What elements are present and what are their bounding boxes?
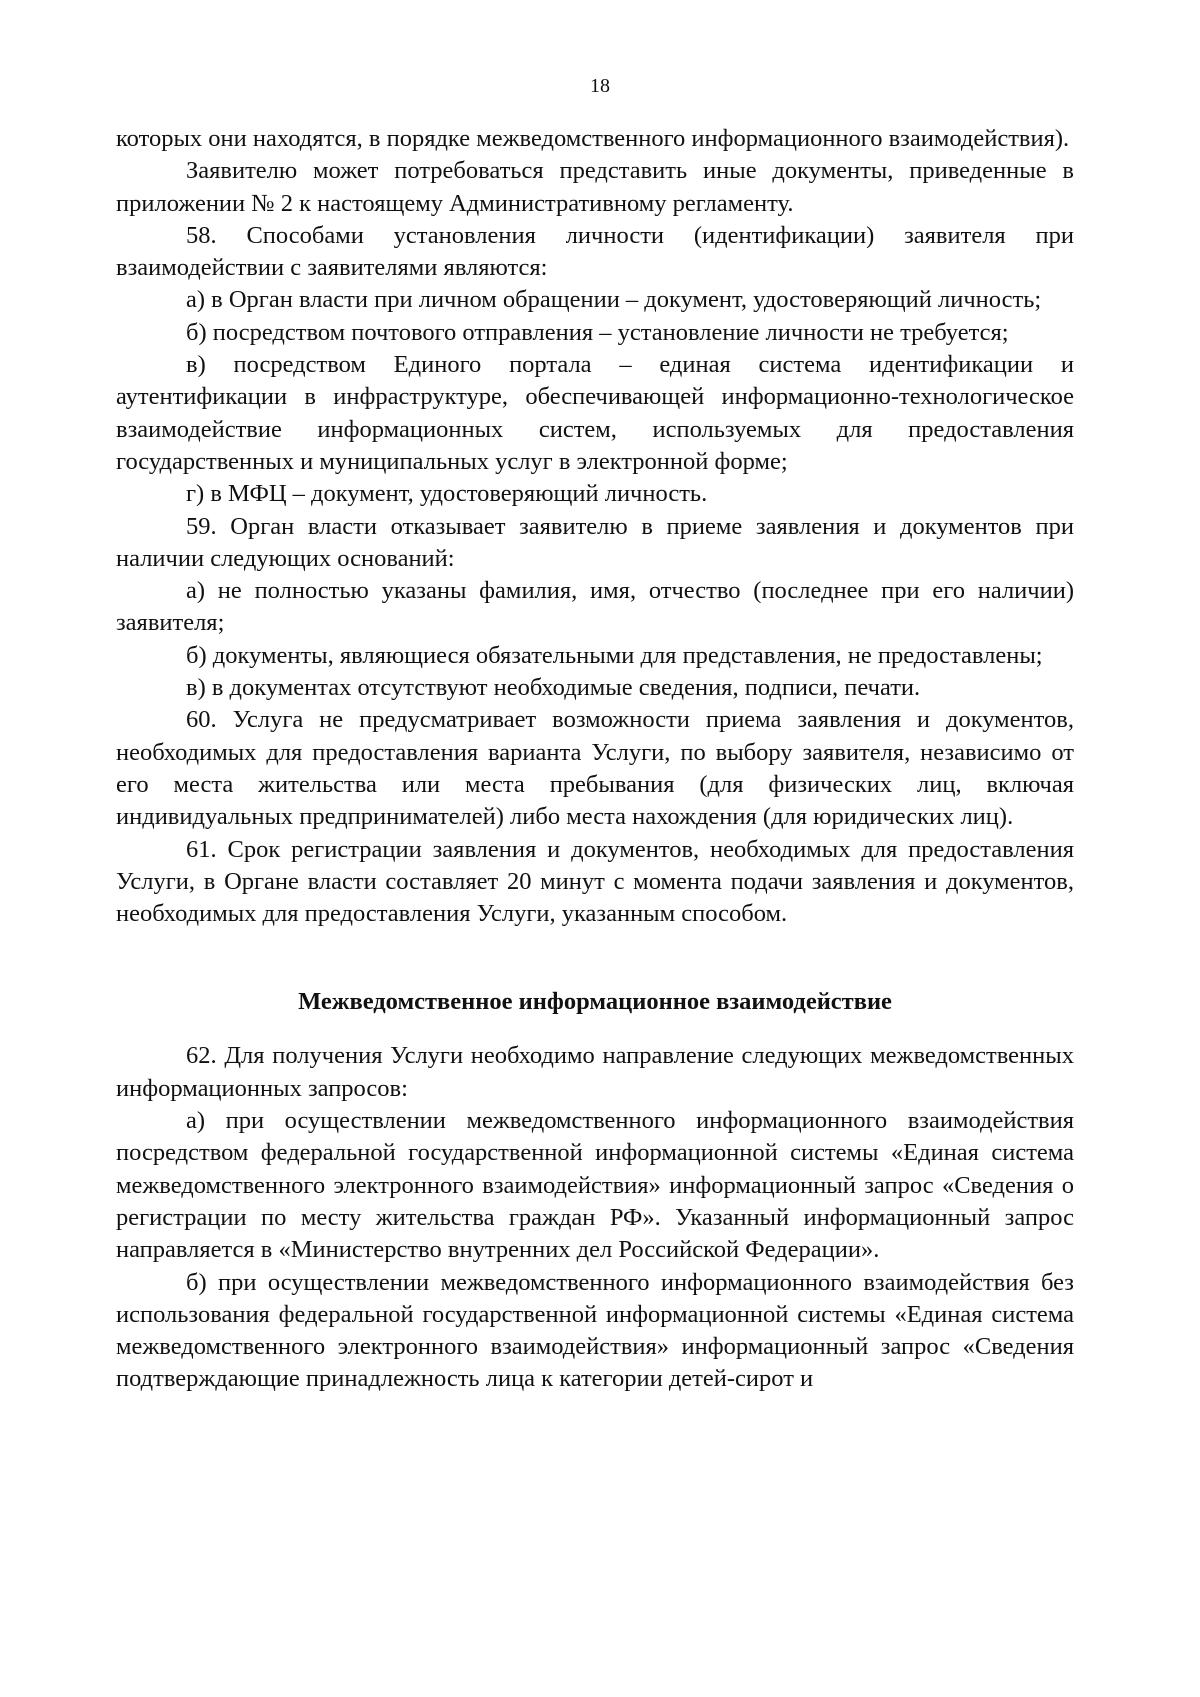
paragraph-58-v: в) посредством Единого портала – единая система идентификации и аутентификации в инфраструктуре, обеспечивающей информационно-технологическое взаимодействие информационных систем, используемых для предоставления государственных и муниципальных услуг в электронной форме; [116,351,1074,475]
paragraph-58-b: б) посредством почтового отправления – установление личности не требуется; [186,318,1009,346]
paragraph-59-a: а) не полностью указаны фамилия, имя, отчество (последнее при его наличии) заявителя; [116,577,1074,637]
paragraph-59-b: б) документы, являющиеся обязательными для представления, не предоставлены; [186,641,1043,669]
section-heading: Межведомственное информационное взаимодействие [298,988,892,1016]
paragraph-59: 59. Орган власти отказывает заявителю в приеме заявления и документов при наличии следующих оснований: [116,512,1074,572]
paragraph-62: 62. Для получения Услуги необходимо направление следующих межведомственных информационных запросов: [116,1042,1074,1102]
paragraph-continuation: которых они находятся, в порядке межведомственного информационного взаимодействия). [116,125,1070,152]
paragraph-58: 58. Способами установления личности (идентификации) заявителя при взаимодействии с заявителями являются: [116,221,1074,282]
paragraph-58-a: а) в Орган власти при личном обращении – документ, удостоверяющий личность; [186,286,1042,314]
paragraph-61: 61. Срок регистрации заявления и документов, необходимых для предоставления Услуги, в Органе власти составляет 20 минут с момента подачи заявления и документов, необходимых для предоставления Услуги, указанным способом. [116,835,1074,928]
paragraph-62-b: б) при осуществлении межведомственного информационного взаимодействия без использования федеральной государственной информационной системы «Единая система межведомственного электронного взаимодействия» информационный запрос «Сведения подтверждающие принадлежность лица к категории детей-сирот и [116,1268,1074,1393]
paragraph-60: 60. Услуга не предусматривает возможности приема заявления и документов, необходимых для предоставления варианта Услуги, по выбору заявителя, независимо от его места жительства или места пребывания (для физических лиц, включая индивидуальных предпринимателей) либо места нахождения (для юридических лиц). [116,706,1074,831]
document-body [116,123,1074,1396]
paragraph-58-g: г) в МФЦ – документ, удостоверяющий личность. [186,480,708,508]
paragraph-62-a: а) при осуществлении межведомственного информационного взаимодействия посредством федеральной государственной информационной системы «Единая система межведомственного электронного взаимодействия» информационный запрос «Сведения о регистрации по месту жительства граждан РФ». Указанный информационный запрос направляется в «Министерство внутренних дел Российской Федерации». [116,1107,1074,1264]
paragraph-59-v: в) в документах отсутствуют необходимые сведения, подписи, печати. [186,674,921,702]
page-number: 18 [590,75,610,97]
paragraph-additional-documents: Заявителю может потребоваться представить иные документы, приведенные в приложении № 2 к настоящему Административному регламенту. [116,157,1074,217]
